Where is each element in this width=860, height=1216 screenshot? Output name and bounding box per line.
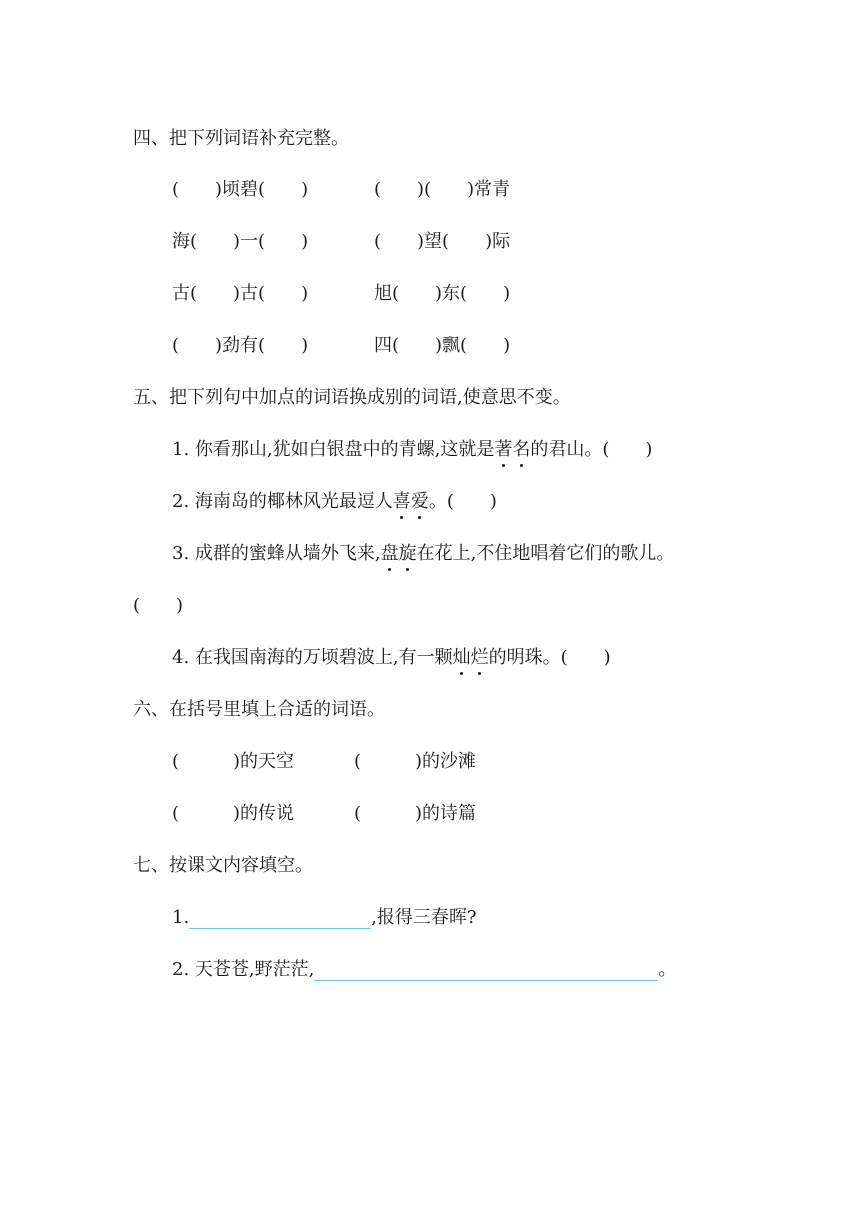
- dotted-word: [393, 491, 429, 512]
- item-text: 。: [658, 959, 677, 980]
- section-4-row-2-left: 海( )一( ): [172, 231, 309, 252]
- dotted-word: [453, 647, 489, 668]
- dotted-character: 名: [512, 439, 531, 460]
- item-text: 2. 天苍苍,野茫茫,: [172, 959, 315, 980]
- section-5-item-1: [172, 438, 652, 462]
- section-4-row-3-right: 旭( )东( ): [374, 283, 511, 304]
- section-4-row-4-left: ( )劲有( ): [172, 335, 309, 356]
- dotted-word: [381, 543, 417, 564]
- answer-blank[interactable]: [189, 908, 371, 929]
- dotted-character: 旋: [398, 543, 417, 564]
- dotted-character: 烂: [470, 647, 489, 668]
- section-7-item-2: [172, 958, 676, 982]
- section-6-row-1-right: ( )的沙滩: [354, 751, 477, 772]
- item-text: 2. 海南岛的椰林风光最逗人: [172, 491, 393, 512]
- section-4-row-2-right: ( )望( )际: [374, 231, 511, 252]
- item-text: 4. 在我国南海的万顷碧波上,有一颗: [172, 647, 453, 668]
- item-text: 。( ): [428, 491, 497, 512]
- dotted-character: 喜: [392, 491, 411, 512]
- section-7-heading: 七、按课文内容填空。: [133, 855, 313, 876]
- item-number: 1.: [172, 907, 190, 928]
- section-4-row-3-left: 古( )古( ): [172, 283, 309, 304]
- section-5-heading: 五、把下列句中加点的词语换成别的词语,使意思不变。: [133, 387, 571, 408]
- item-text: 3. 成群的蜜蜂从墙外飞来,: [172, 543, 381, 564]
- section-4-row-1-left: ( )顷碧( ): [172, 179, 309, 200]
- dotted-character: 灿: [452, 647, 471, 668]
- section-6-heading: 六、在括号里填上合适的词语。: [133, 699, 385, 720]
- section-5-item-4: [172, 646, 611, 670]
- section-5-item-3: [172, 542, 674, 566]
- item-text: 1. 你看那山,犹如白银盘中的青螺,这就是: [172, 439, 495, 460]
- dotted-word: [494, 439, 530, 460]
- section-6-row-1-left: ( )的天空: [172, 751, 295, 772]
- section-6-row-2-left: ( )的传说: [172, 803, 295, 824]
- section-5-item-2: [172, 490, 497, 514]
- item-text: 在花上,不住地唱着它们的歌儿。: [416, 543, 675, 564]
- dotted-character: 盘: [380, 543, 399, 564]
- item-text: ,报得三春晖?: [371, 907, 477, 928]
- section-5-item-3-continued: ( ): [133, 595, 184, 616]
- dotted-character: 著: [494, 439, 513, 460]
- section-4-row-1-right: ( )( )常青: [374, 179, 511, 200]
- section-4-row-4-right: 四( )飘( ): [374, 335, 511, 356]
- section-4-heading: 四、把下列词语补充完整。: [133, 128, 349, 149]
- section-6-row-2-right: ( )的诗篇: [354, 803, 477, 824]
- section-7-item-1: [172, 906, 477, 930]
- dotted-character: 爱: [410, 491, 429, 512]
- item-text: 的君山。( ): [530, 439, 653, 460]
- item-text: 的明珠。( ): [488, 647, 611, 668]
- answer-blank[interactable]: [314, 960, 658, 981]
